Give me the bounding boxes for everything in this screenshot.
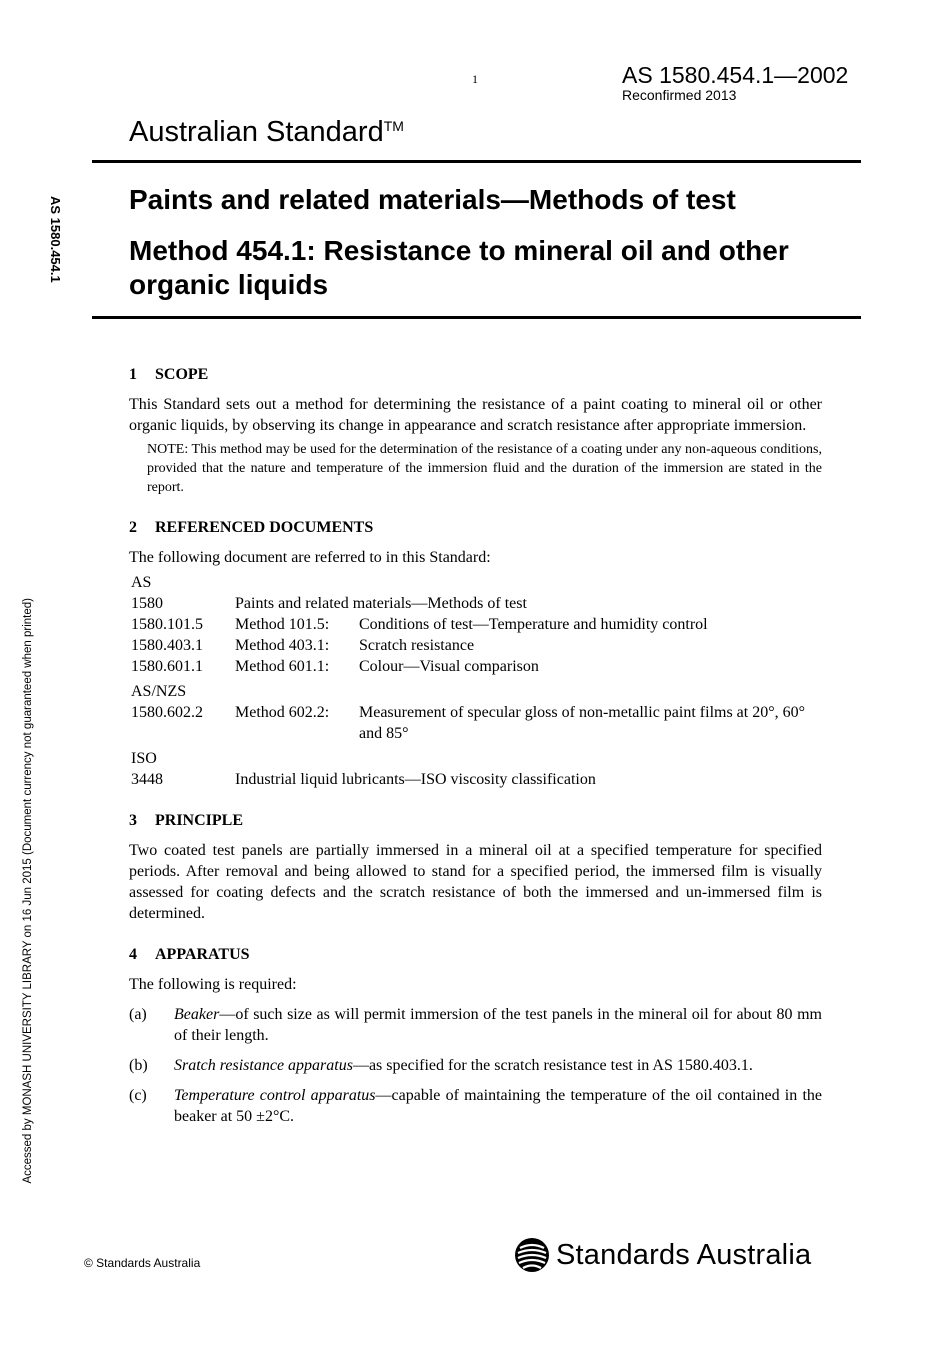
- item-description: —capable of maintaining the temperature of the oil contained in the beaker at 50 ±2°C.: [174, 1087, 822, 1125]
- section-number: 4: [129, 946, 137, 963]
- item-description: —of such size as will permit immersion of the test panels in the mineral oil for about 80 mm of their length.: [174, 1006, 822, 1044]
- apparatus-item: [129, 1085, 822, 1127]
- reference-title: Measurement of specular gloss of non-metallic paint films at 20°, 60° and 85°: [359, 704, 806, 742]
- series-title: Paints and related materials—Methods of test: [129, 184, 736, 215]
- reference-number: 1580.403.1: [131, 637, 203, 654]
- reference-group-as: [129, 572, 822, 677]
- reference-method: Method 602.2:: [235, 704, 330, 721]
- reference-group-asnzs: [129, 681, 822, 744]
- section-heading-references: [129, 517, 822, 538]
- standard-number: AS 1580.454.1—2002: [622, 62, 849, 88]
- reference-row: [129, 656, 822, 677]
- reference-title: Colour—Visual comparison: [359, 658, 539, 675]
- reference-number: 1580.602.2: [131, 704, 203, 721]
- section-heading-apparatus: [129, 944, 822, 965]
- reference-title: Paints and related materials—Methods of test: [235, 595, 527, 612]
- item-description: —as specified for the scratch resistance test in AS 1580.403.1.: [352, 1057, 753, 1074]
- reference-org: AS: [131, 574, 152, 591]
- section-number: 3: [129, 812, 137, 829]
- item-term: Temperature control apparatus: [174, 1087, 376, 1104]
- reference-row: [129, 769, 822, 790]
- logo-text: Standards Australia: [556, 1238, 812, 1271]
- apparatus-intro: The following is required:: [129, 976, 297, 993]
- item-text: [174, 1055, 822, 1076]
- reference-title: Conditions of test—Temperature and humidity control: [359, 616, 708, 633]
- item-label: (a): [129, 1006, 147, 1023]
- section-title: REFERENCED DOCUMENTS: [155, 519, 374, 536]
- item-term: Sratch resistance apparatus: [174, 1057, 353, 1074]
- bottom-rule: [92, 316, 861, 319]
- section-heading-scope: [129, 364, 822, 385]
- reference-title: Scratch resistance: [359, 637, 475, 654]
- brand-heading-text: Australian Standard: [129, 116, 384, 148]
- section-title: APPARATUS: [155, 946, 250, 963]
- item-label: (b): [129, 1057, 148, 1074]
- item-text: [174, 1004, 822, 1046]
- reference-row: [129, 614, 822, 635]
- reference-group-iso: [129, 748, 822, 790]
- reference-row: [129, 635, 822, 656]
- reference-method: Method 601.1:: [235, 658, 330, 675]
- trademark-mark: TM: [383, 118, 404, 134]
- copyright-notice: © Standards Australia: [84, 1256, 201, 1270]
- apparatus-item: [129, 1004, 822, 1046]
- reference-org: ISO: [131, 750, 157, 767]
- page-number: 1: [472, 72, 478, 86]
- document-body: [129, 364, 822, 1127]
- reference-title: Industrial liquid lubricants—ISO viscosity classification: [235, 771, 596, 788]
- method-title: Method 454.1: Resistance to mineral oil and other organic liquids: [129, 235, 789, 300]
- scope-text: This Standard sets out a method for determining the resistance of a paint coating to mineral oil or other organic liquids, by observing its change in appearance and scratch resistance after appropriate immersion.: [129, 396, 822, 434]
- reference-method: Method 403.1:: [235, 637, 330, 654]
- references-intro: The following document are referred to in this Standard:: [129, 549, 491, 566]
- side-standard-number: AS 1580.454.1: [48, 196, 63, 283]
- section-title: PRINCIPLE: [155, 812, 244, 829]
- reference-number: 1580.601.1: [131, 658, 203, 675]
- reference-row: [129, 702, 822, 744]
- item-term: Beaker: [174, 1006, 220, 1023]
- reference-method: Method 101.5:: [235, 616, 330, 633]
- reference-org: AS/NZS: [131, 683, 187, 700]
- reference-number: 3448: [131, 771, 163, 788]
- reference-number: 1580.101.5: [131, 616, 203, 633]
- item-text: [174, 1085, 822, 1127]
- item-label: (c): [129, 1087, 147, 1104]
- logo-icon: [514, 1236, 550, 1274]
- section-number: 1: [129, 366, 137, 383]
- principle-text: Two coated test panels are partially immersed in a mineral oil at a specified temperature for specified periods. After removal and being allowed to stand for a specified period, the immersed film is visually assessed for coating defects and the scratch resistance of both the immersed and un-immersed film is determined.: [129, 842, 822, 922]
- top-rule: [92, 160, 861, 163]
- standards-australia-logo: [514, 1236, 811, 1274]
- apparatus-item: [129, 1055, 822, 1076]
- reconfirmed-label: Reconfirmed 2013: [622, 87, 737, 103]
- access-note: Accessed by MONASH UNIVERSITY LIBRARY on 16 Jun 2015 (Document currency not guaranteed when printed): [22, 598, 34, 1184]
- brand-heading: [129, 116, 404, 149]
- reference-row: [129, 593, 822, 614]
- scope-note: NOTE: This method may be used for the determination of the resistance of a coating under any non-aqueous conditions, provided that the nature and temperature of the immersion fluid and the duration of the immersion are stated in the report.: [147, 442, 822, 495]
- section-heading-principle: [129, 810, 822, 831]
- section-title: SCOPE: [155, 366, 209, 383]
- reference-number: 1580: [131, 595, 163, 612]
- section-number: 2: [129, 519, 137, 536]
